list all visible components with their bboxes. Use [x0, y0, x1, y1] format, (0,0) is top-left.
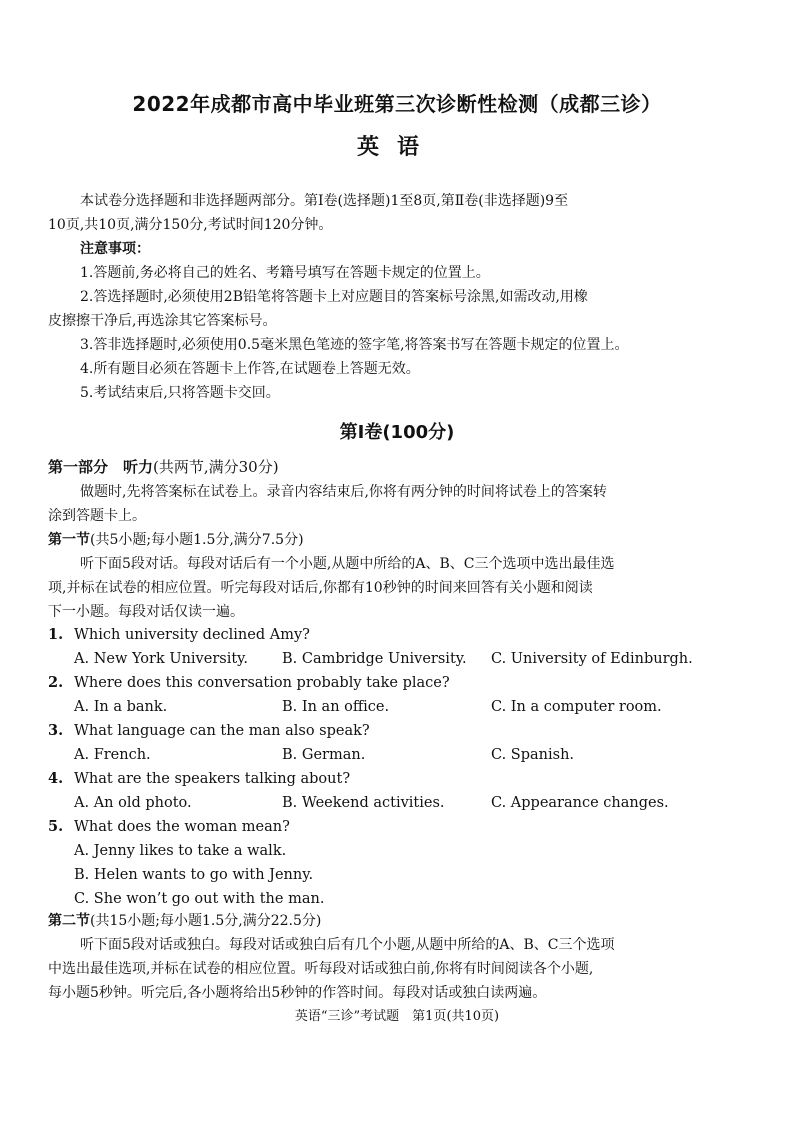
question-2 [48, 672, 754, 694]
question-text: What are the speakers talking about? [74, 771, 351, 787]
section2-desc-1: 听下面5段对话或独白。每段对话或独白后有几个小题,从题中所给的A、B、C三个选项 [80, 937, 615, 953]
section1-heading [48, 529, 754, 551]
question-number: 3. [48, 722, 64, 739]
question-3 [48, 720, 754, 742]
q2-option-b: B. In an office. [282, 699, 390, 715]
q5-option-c: C. She won’t go out with the man. [74, 891, 325, 907]
q1-option-a: A. New York University. [74, 651, 249, 667]
notice-item-4: 4.所有题目必须在答题卡上作答,在试题卷上答题无效。 [80, 361, 420, 377]
section2-heading [48, 910, 754, 932]
question-text: Which university declined Amy? [74, 627, 310, 643]
page-footer: 英语“三诊”考试题 第1页(共10页) [294, 1009, 500, 1024]
q5-option-a: A. Jenny likes to take a walk. [74, 843, 287, 859]
notice-item-2a: 2.答选择题时,必须使用2B铅笔将答题卡上对应题目的答案标号涂黑,如需改动,用橡 [80, 289, 588, 305]
volume-title: 第Ⅰ卷(100分) [339, 422, 455, 443]
subject-title: 英语 [356, 135, 437, 160]
section1-desc-2: 项,并标在试卷的相应位置。听完每段对话后,你都有10秒钟的时间来回答有关小题和阅读 [48, 580, 593, 596]
question-number: 1. [48, 626, 64, 643]
intro-line-1: 本试卷分选择题和非选择题两部分。第Ⅰ卷(选择题)1至8页,第Ⅱ卷(非选择题)9至 [80, 193, 569, 209]
section1-heading-note: (共5小题;每小题1.5分,满分7.5分) [90, 532, 304, 548]
section1-desc-3: 下一小题。每段对话仅读一遍。 [48, 604, 244, 620]
question-text: Where does this conversation probably take place? [74, 675, 450, 691]
notice-item-3: 3.答非选择题时,必须使用0.5毫米黑色笔迹的签字笔,将答案书写在答题卡规定的位置上。 [80, 337, 629, 353]
q2-option-a: A. In a bank. [74, 699, 168, 715]
question-number: 2. [48, 674, 64, 691]
notice-item-2b: 皮擦擦干净后,再选涂其它答案标号。 [48, 313, 277, 329]
question-number: 5. [48, 818, 64, 835]
question-4 [48, 768, 754, 790]
q5-option-b: B. Helen wants to go with Jenny. [74, 867, 314, 883]
part1-heading-note: (共两节,满分30分) [153, 458, 279, 476]
question-number: 4. [48, 770, 64, 787]
question-1 [48, 624, 754, 646]
section1-heading-label: 第一节 [48, 532, 90, 548]
notice-item-1: 1.答题前,务必将自己的姓名、考籍号填写在答题卡规定的位置上。 [80, 265, 490, 281]
part1-heading [48, 456, 754, 478]
section1-desc-1: 听下面5段对话。每段对话后有一个小题,从题中所给的A、B、C三个选项中选出最佳选 [80, 556, 615, 572]
section2-heading-note: (共15小题;每小题1.5分,满分22.5分) [90, 913, 322, 929]
section2-desc-3: 每小题5秒钟。听完后,各小题将给出5秒钟的作答时间。每段对话或独白读两遍。 [48, 985, 547, 1001]
notice-item-5: 5.考试结束后,只将答题卡交回。 [80, 385, 280, 401]
q3-option-a: A. French. [74, 747, 151, 763]
notice-title: 注意事项： [80, 241, 150, 257]
q1-option-b: B. Cambridge University. [282, 651, 467, 667]
question-text: What language can the man also speak? [74, 723, 370, 739]
q3-option-c: C. Spanish. [491, 747, 575, 763]
q4-option-c: C. Appearance changes. [491, 795, 669, 811]
q2-option-c: C. In a computer room. [491, 699, 662, 715]
question-text: What does the woman mean? [74, 819, 290, 835]
section2-desc-2: 中选出最佳选项,并标在试卷的相应位置。听每段对话或独白前,你将有时间阅读各个小题, [48, 961, 594, 977]
q4-option-b: B. Weekend activities. [282, 795, 445, 811]
section2-heading-label: 第二节 [48, 913, 90, 929]
question-5 [48, 816, 754, 838]
part1-heading-label: 第一部分 听力 [48, 458, 154, 476]
q4-option-a: A. An old photo. [74, 795, 192, 811]
part1-desc-1: 做题时,先将答案标在试卷上。录音内容结束后,你将有两分钟的时间将试卷上的答案转 [80, 484, 607, 500]
q1-option-c: C. University of Edinburgh. [491, 651, 693, 667]
intro-line-2: 10页,共10页,满分150分,考试时间120分钟。 [48, 217, 333, 233]
q3-option-b: B. German. [282, 747, 366, 763]
part1-desc-2: 涂到答题卡上。 [48, 508, 146, 524]
exam-title: 2022年成都市高中毕业班第三次诊断性检测（成都三诊） [132, 92, 662, 116]
